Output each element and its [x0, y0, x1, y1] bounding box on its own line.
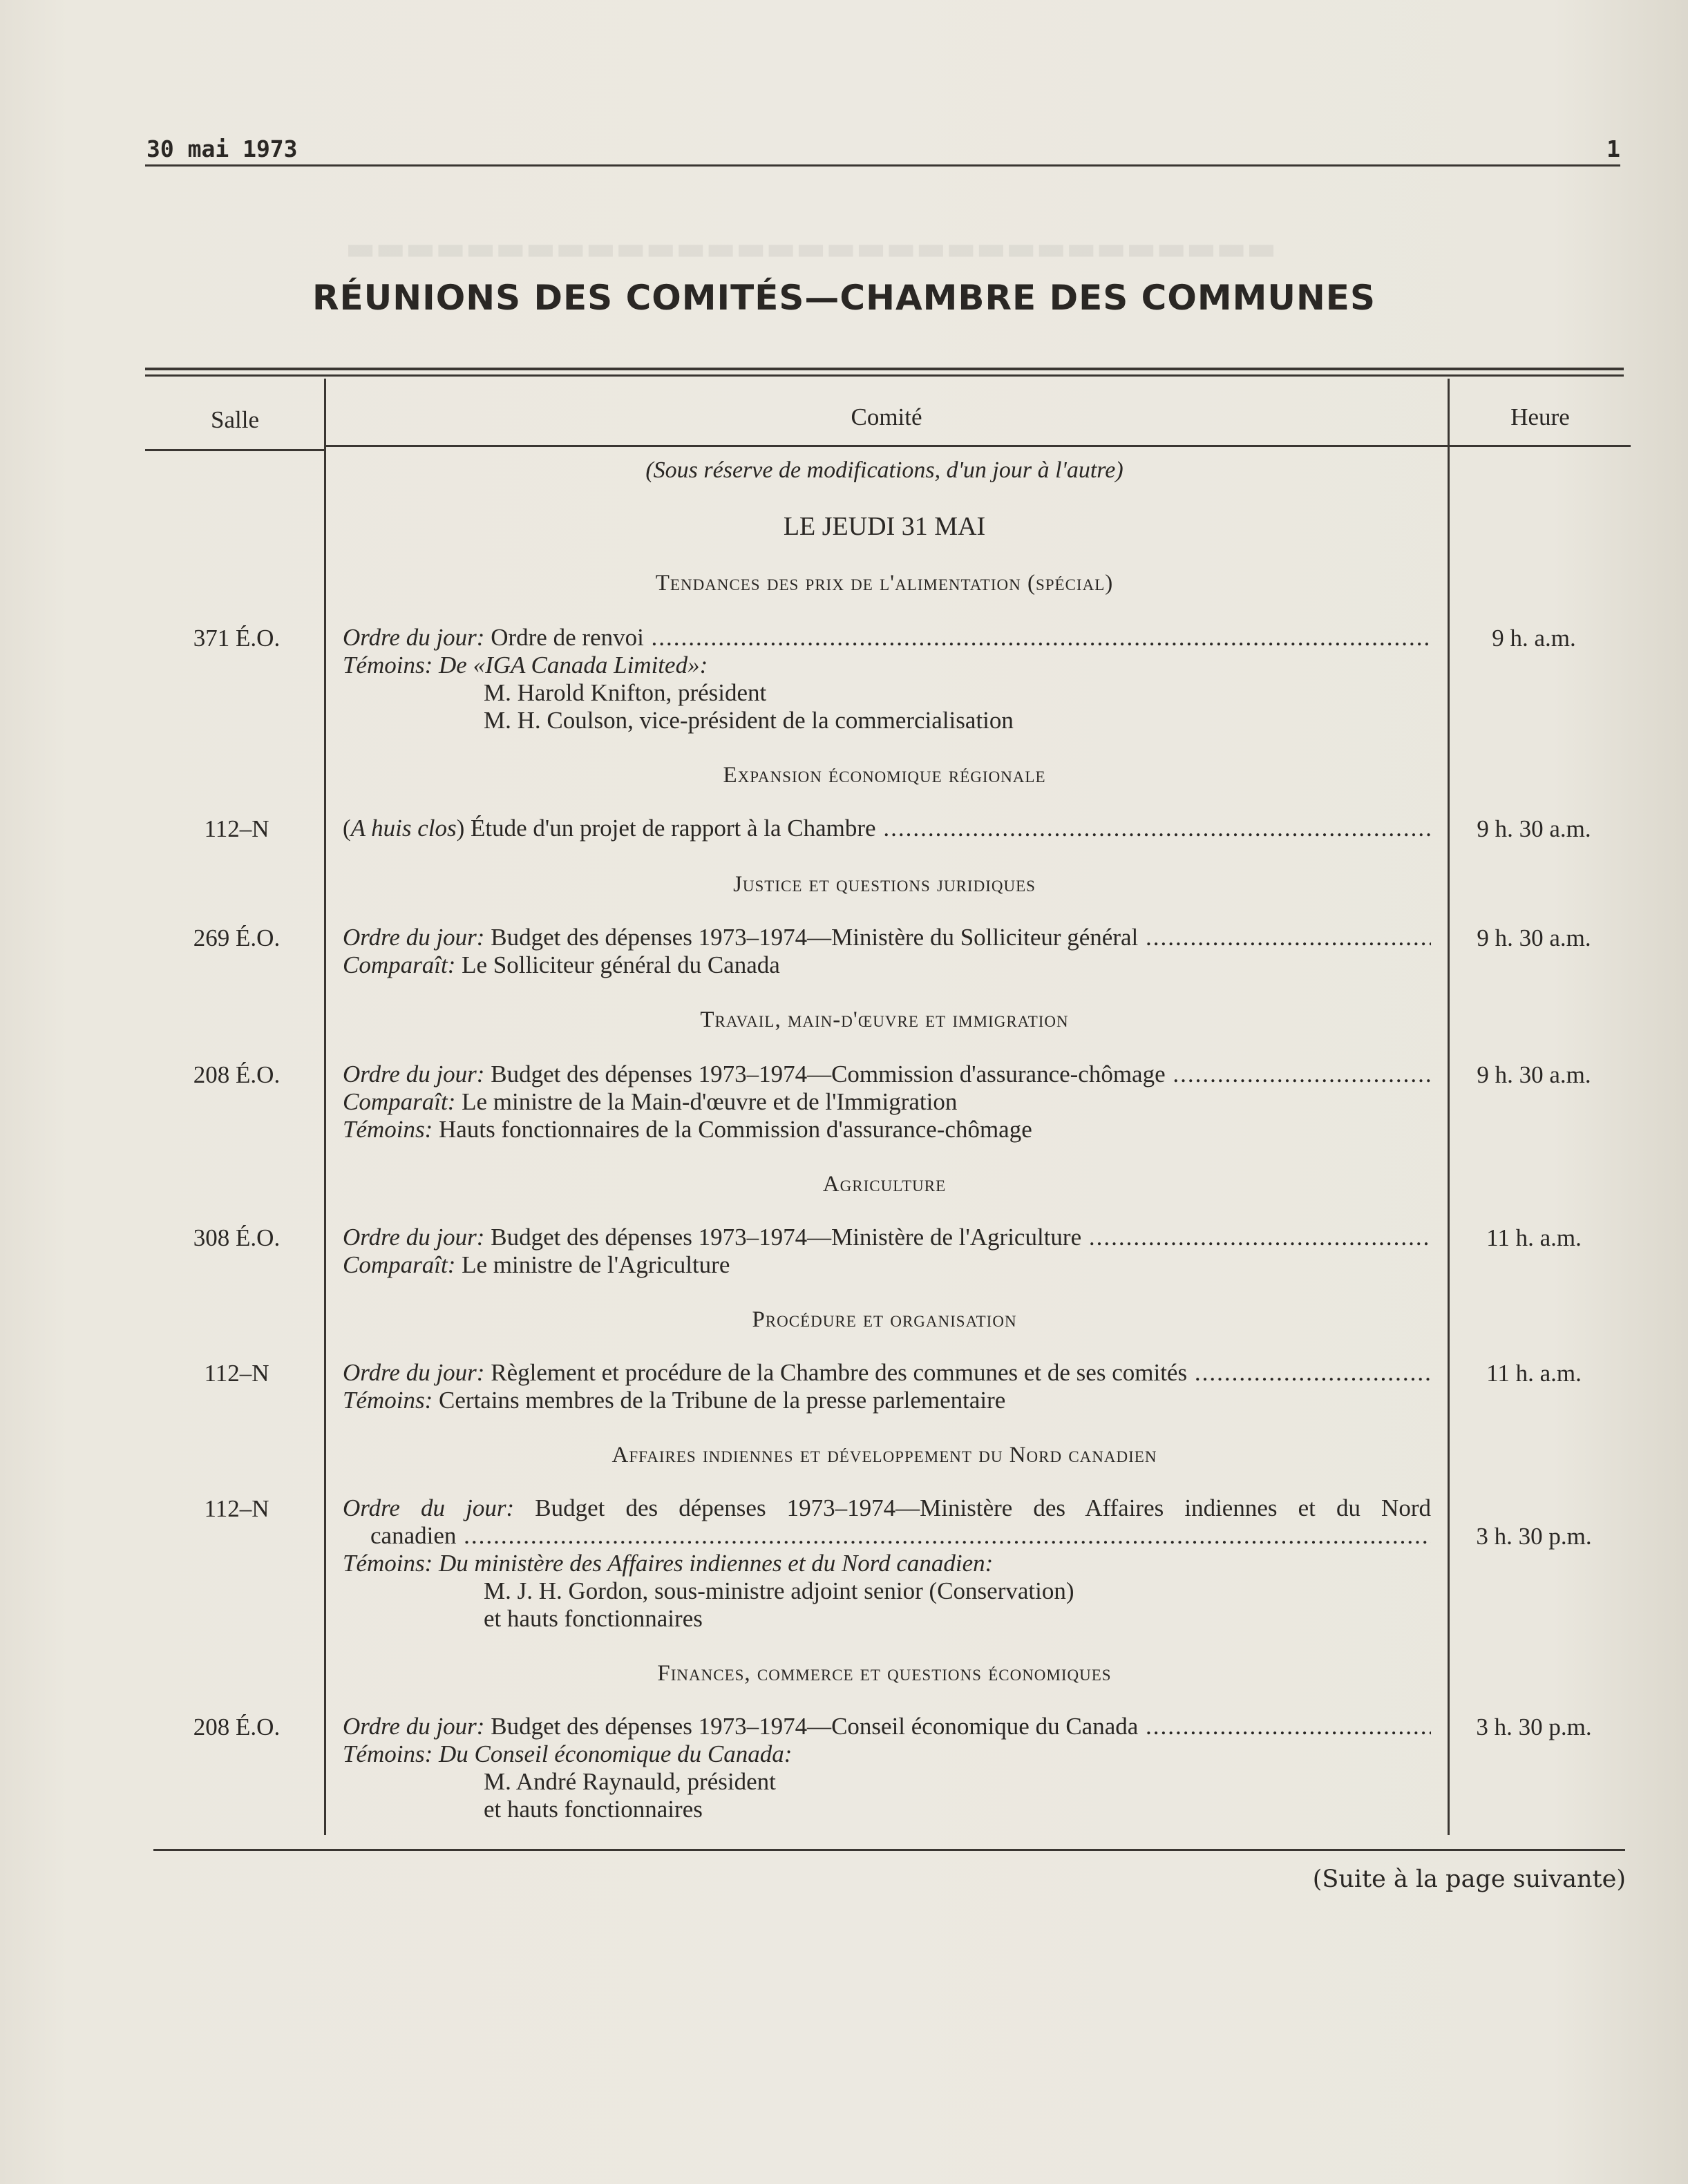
- witness-line: Témoins: Du ministère des Affaires indiennes et du Nord canadien:: [343, 1550, 994, 1577]
- agenda-line: Ordre du jour: Ordre de renvoi .....: [343, 623, 1431, 652]
- section-heading: Justice et questions juridiques: [733, 872, 1036, 897]
- schedule-note: (Sous réserve de modifications, d'un jour à l'autre): [645, 457, 1123, 483]
- room-cell: 208 É.O.: [193, 1713, 281, 1740]
- room-cell: 208 É.O.: [193, 1061, 281, 1088]
- witness-line: Témoins: Hauts fonctionnaires de la Commission d'assurance-chômage: [343, 1116, 1032, 1143]
- column-header-time: Heure: [1510, 403, 1570, 430]
- agenda-line: (A huis clos) Étude d'un projet de rapport à la Chambre .....: [343, 814, 1431, 843]
- agenda-line: Ordre du jour: Règlement et procédure de la Chambre des communes et de ses comités .....: [343, 1358, 1431, 1387]
- column-header-committee: Comité: [851, 403, 922, 430]
- room-cell: 371 É.O.: [193, 625, 281, 652]
- witness-name: et hauts fonctionnaires: [484, 1796, 703, 1823]
- header-rule-time: [1450, 445, 1631, 447]
- column-divider-left: [324, 379, 326, 1835]
- witness-name: M. J. H. Gordon, sous-ministre adjoint senior (Conservation): [484, 1577, 1074, 1604]
- time-cell: 9 h. 30 a.m.: [1477, 1061, 1591, 1088]
- table-bottom-rule: [153, 1849, 1625, 1851]
- agenda-line-continued: canadien .....: [370, 1521, 1431, 1550]
- appearing-line: Comparaît: Le ministre de la Main-d'œuvre et de l'Immigration: [343, 1088, 958, 1115]
- room-cell: 112–N: [204, 815, 269, 842]
- time-cell: 9 h. 30 a.m.: [1477, 924, 1591, 951]
- page-title: RÉUNIONS DES COMITÉS—CHAMBRE DES COMMUNES: [312, 278, 1376, 318]
- section-heading: Expansion économique régionale: [723, 763, 1046, 788]
- agenda-line: Ordre du jour: Budget des dépenses 1973–1974—Ministère des Affaires indiennes et du Nord: [343, 1494, 1431, 1521]
- room-cell: 112–N: [204, 1495, 269, 1522]
- running-header: [145, 135, 1620, 167]
- section-heading: Tendances des prix de l'alimentation (spécial): [655, 571, 1114, 596]
- continued-note: (Suite à la page suivante): [1312, 1865, 1626, 1893]
- header-rule-room: [145, 449, 325, 451]
- witness-line: Témoins: Certains membres de la Tribune de la presse parlementaire: [343, 1387, 1006, 1414]
- section-heading: Agriculture: [822, 1172, 947, 1197]
- header-date: 30 mai 1973: [146, 135, 298, 162]
- appearing-line: Comparaît: Le Solliciteur général du Canada: [343, 951, 780, 978]
- agenda-line: Ordre du jour: Budget des dépenses 1973–1974—Conseil économique du Canada .....: [343, 1712, 1431, 1741]
- witness-line: Témoins: Du Conseil économique du Canada:: [343, 1740, 793, 1767]
- column-divider-right: [1448, 379, 1450, 1835]
- appearing-line: Comparaît: Le ministre de l'Agriculture: [343, 1251, 730, 1278]
- section-heading: Finances, commerce et questions économiques: [657, 1661, 1112, 1686]
- header-rule-committee: [325, 445, 1448, 447]
- witness-name: M. Harold Knifton, président: [484, 679, 767, 706]
- table-top-rule: [145, 368, 1624, 370]
- witness-name: M. André Raynauld, président: [484, 1768, 776, 1795]
- time-cell: 3 h. 30 p.m.: [1476, 1523, 1592, 1550]
- witness-line: Témoins: De «IGA Canada Limited»:: [343, 652, 708, 678]
- day-heading: LE JEUDI 31 MAI: [783, 512, 986, 541]
- section-heading: Procédure et organisation: [752, 1307, 1017, 1332]
- witness-name: M. H. Coulson, vice-président de la commercialisation: [484, 707, 1014, 734]
- agenda-line: Ordre du jour: Budget des dépenses 1973–1974—Ministère du Solliciteur général .....: [343, 923, 1431, 952]
- time-cell: 9 h. 30 a.m.: [1477, 815, 1591, 842]
- time-cell: 9 h. a.m.: [1492, 625, 1576, 652]
- time-cell: 3 h. 30 p.m.: [1476, 1713, 1592, 1740]
- agenda-line: Ordre du jour: Budget des dépenses 1973–1974—Commission d'assurance-chômage .....: [343, 1060, 1431, 1089]
- page-number: 1: [1606, 135, 1620, 162]
- room-cell: 308 É.O.: [193, 1224, 281, 1251]
- witness-name: et hauts fonctionnaires: [484, 1605, 703, 1632]
- column-header-room: Salle: [211, 406, 259, 433]
- room-cell: 112–N: [204, 1360, 269, 1387]
- table-top-rule-inner: [145, 374, 1624, 377]
- room-cell: 269 É.O.: [193, 924, 281, 951]
- agenda-line: Ordre du jour: Budget des dépenses 1973–1974—Ministère de l'Agriculture .....: [343, 1223, 1431, 1252]
- section-heading: Travail, main-d'œuvre et immigration: [700, 1007, 1069, 1032]
- time-cell: 11 h. a.m.: [1486, 1360, 1582, 1387]
- bleed-through-mark: ▬▬▬▬▬▬▬▬▬▬▬▬▬▬▬▬▬▬▬▬▬▬▬▬▬▬▬▬▬▬▬: [345, 235, 1277, 272]
- time-cell: 11 h. a.m.: [1486, 1224, 1582, 1251]
- section-heading: Affaires indiennes et développement du Nord canadien: [611, 1443, 1157, 1468]
